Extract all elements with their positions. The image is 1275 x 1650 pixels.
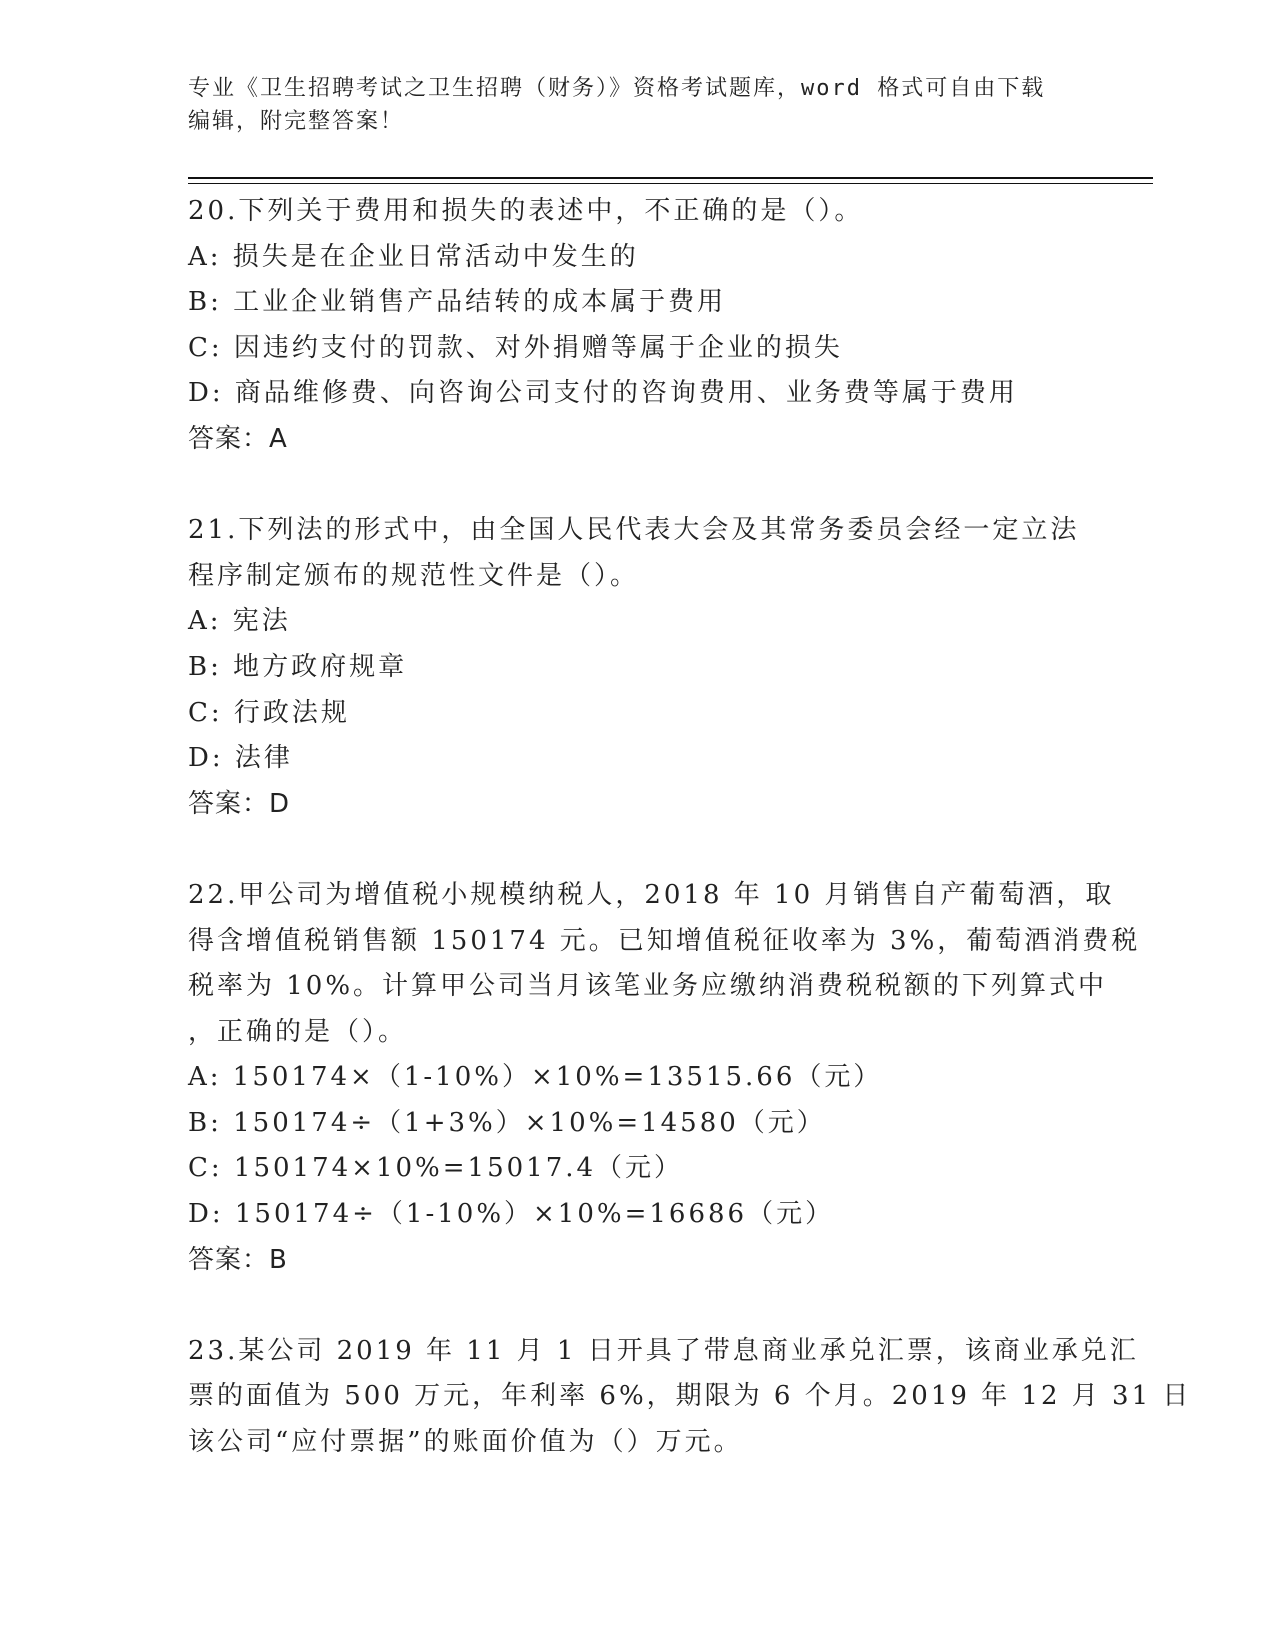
answer-line: 答案：B [188, 1244, 288, 1275]
option-c: C: 行政法规 [188, 697, 350, 728]
question-stem: 20.下列关于费用和损失的表述中，不正确的是（）。 [188, 196, 864, 226]
question-stem: 23.某公司 2019 年 11 月 1 日开具了带息商业承兑汇票，该商业承兑汇 [188, 1335, 1139, 1366]
option-a: A: 150174×（1-10%）×10%=13515.66（元） [188, 1062, 883, 1093]
question-stem: 程序制定颁布的规范性文件是（）。 [188, 560, 640, 591]
question-stem: 22.甲公司为增值税小规模纳税人，2018 年 10 月销售自产葡萄酒，取 [188, 879, 1115, 910]
question-stem: ，正确的是（）。 [188, 1016, 408, 1047]
option-b: B: 150174÷（1+3%）×10%=14580（元） [188, 1107, 826, 1138]
option-d: D: 法律 [188, 743, 293, 774]
option-c: C: 150174×10%=15017.4（元） [188, 1153, 684, 1184]
question-spacer [188, 463, 1088, 509]
question-spacer [188, 827, 1088, 873]
header-line-1: 专业《卫生招聘考试之卫生招聘（财务）》资格考试题库，word 格式可自由下载 [188, 76, 1046, 101]
question-21 [188, 508, 1088, 827]
answer-line: 答案：D [188, 788, 291, 819]
document-header [188, 72, 1088, 138]
header-divider-thin [188, 183, 1153, 184]
question-22 [188, 873, 1141, 1283]
question-spacer [188, 1283, 1088, 1329]
question-23 [188, 1329, 1192, 1466]
question-stem: 该公司“应付票据”的账面价值为（）万元。 [188, 1427, 743, 1458]
option-c: C: 因违约支付的罚款、对外捐赠等属于企业的损失 [188, 332, 843, 363]
question-20 [188, 189, 1088, 463]
option-a: A: 损失是在企业日常活动中发生的 [188, 241, 639, 272]
question-list [188, 189, 1192, 1466]
option-b: B: 地方政府规章 [188, 651, 408, 682]
question-stem: 得含增值税销售额 150174 元。已知增值税征收率为 3%，葡萄酒消费税 [188, 925, 1141, 956]
header-divider-thick [188, 177, 1153, 179]
question-stem: 票的面值为 500 万元，年利率 6%，期限为 6 个月。2019 年 12 月 31 日 [188, 1381, 1192, 1412]
option-a: A: 宪法 [188, 606, 291, 637]
option-d: D: 150174÷（1-10%）×10%=16686（元） [188, 1199, 835, 1230]
option-b: B: 工业企业销售产品结转的成本属于费用 [188, 287, 727, 318]
option-d: D: 商品维修费、向咨询公司支付的咨询费用、业务费等属于费用 [188, 378, 1018, 409]
question-stem: 21.下列法的形式中，由全国人民代表大会及其常务委员会经一定立法 [188, 515, 1080, 546]
answer-line: 答案：A [188, 423, 288, 454]
question-stem: 税率为 10%。计算甲公司当月该笔业务应缴纳消费税税额的下列算式中 [188, 971, 1108, 1002]
header-line-2: 编辑，附完整答案！ [188, 109, 405, 134]
